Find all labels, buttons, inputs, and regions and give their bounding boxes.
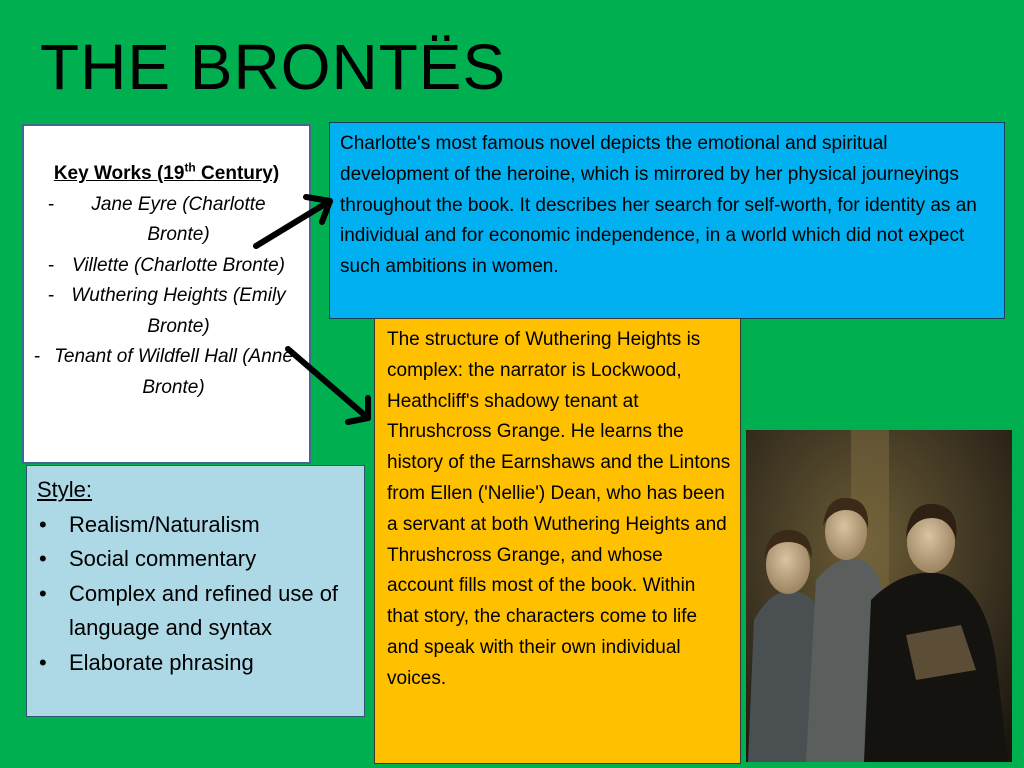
charlotte-description-box: Charlotte's most famous novel depicts the emotional and spiritual development of the heroine, which is mirrored by her physical journeyings throughout the book. It describes her search for self-worth, for identity as an individual and for economic independence, in a world which did not expect such ambitions in women.: [329, 122, 1005, 319]
key-works-box: [22, 124, 311, 464]
style-item: • Elaborate phrasing: [37, 646, 356, 681]
style-item: • Realism/Naturalism: [37, 508, 356, 543]
style-heading: Style:: [37, 477, 93, 502]
slide-title: THE BRONTËS: [40, 31, 507, 103]
style-item: • Social commentary: [37, 542, 356, 577]
key-work-item: - Tenant of Wildfell Hall (Anne Bronte): [24, 342, 309, 403]
portrait-painting-image: [746, 430, 1012, 762]
style-box: [26, 465, 365, 717]
key-work-item: - Jane Eyre (Charlotte Bronte): [24, 190, 309, 251]
style-item: • Complex and refined use of language and syntax: [37, 577, 356, 646]
style-list: [37, 508, 356, 681]
key-works-list: [24, 190, 309, 404]
key-work-item: - Villette (Charlotte Bronte): [24, 251, 309, 282]
wuthering-heights-description-box: The structure of Wuthering Heights is complex: the narrator is Lockwood, Heathcliff's shadowy tenant at Thrushcross Grange. He learns the history of the Earnshaws and the Lintons from Ellen ('Nellie') Dean, who has been a servant at both Wuthering Heights and Thrushcross Grange, and whose account fills most of the book. Within that story, the characters come to life and speak with their own individual voices.: [374, 318, 741, 764]
key-works-heading: Key Works (19th Century): [53, 160, 280, 184]
bronte-sisters-portrait: [746, 430, 1012, 762]
key-work-item: - Wuthering Heights (Emily Bronte): [24, 281, 309, 342]
